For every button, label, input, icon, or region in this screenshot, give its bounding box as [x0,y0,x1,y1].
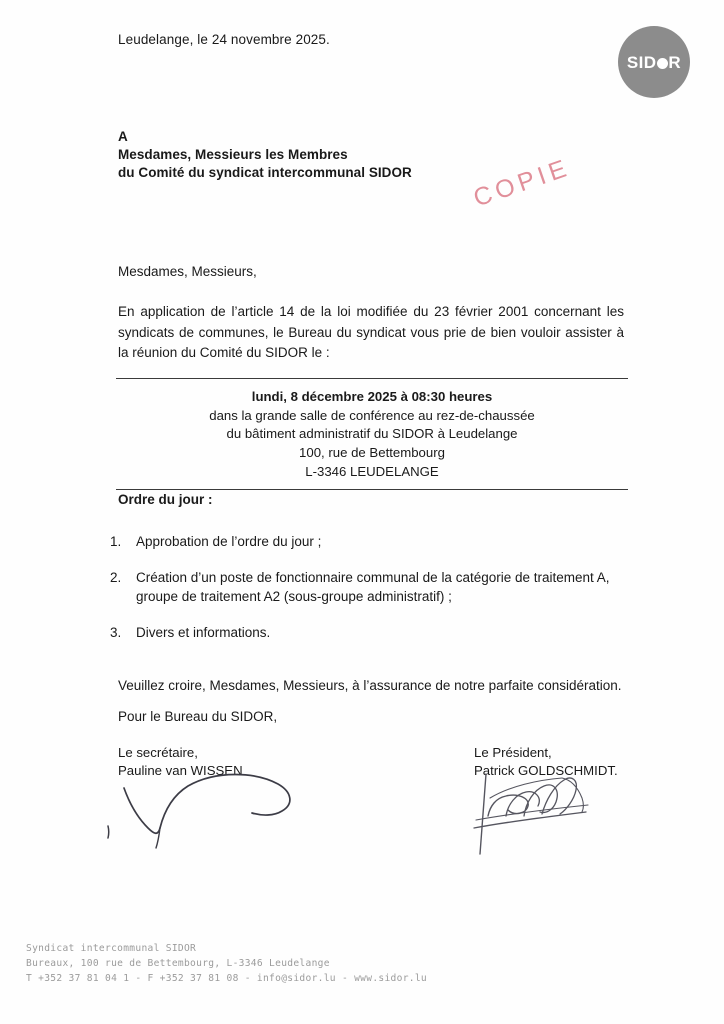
president-handwritten-signature [466,772,616,862]
president-name: Patrick GOLDSCHMIDT. [474,763,618,779]
agenda-list [106,532,626,658]
secretary-name: Pauline van WISSEN [118,763,243,779]
agenda-item-number: 3. [110,624,122,640]
agenda-item-number: 1. [110,534,122,549]
agenda-item-number: 2. [110,569,122,585]
secretary-signature-ink-icon [96,766,346,856]
sidor-logo [618,26,690,98]
meeting-building: du bâtiment administratif du SIDOR à Leudelange [226,426,518,442]
agenda-item [106,623,626,643]
agenda-item-text: Divers et informations. [136,624,271,640]
agenda-item-text: Approbation de l’ordre du jour ; [136,534,322,549]
footer-org: Syndicat intercommunal SIDOR [26,943,197,954]
meeting-room: dans la grande salle de conférence au rez-de-chaussée [209,407,535,423]
agenda-item [106,532,626,552]
salutation: Mesdames, Messieurs, [118,264,257,279]
addressee-line-2: Mesdames, Messieurs les Membres [118,146,348,162]
agenda-item-text: Création d’un poste de fonctionnaire communal de la catégorie de traitement A, groupe de traitement A2 (sous-groupe administratif) ; [136,569,610,605]
intro-paragraph: En application de l’article 14 de la loi modifiée du 23 février 2001 concernant les syndicats de communes, le Bureau du syndicat vous prie de bien vouloir assister à la réunion du Comité du SIDOR le : [118,304,624,361]
sidor-logo-dot-icon [657,58,668,69]
sidor-logo-text-before: SID [626,52,657,72]
meeting-city: L-3346 LEUDELANGE [305,463,439,479]
president-role: Le Président, [474,745,552,760]
addressee-line-1: A [118,129,128,144]
sidor-logo-text-after: R [668,52,682,72]
meeting-street: 100, rue de Bettembourg [299,445,445,461]
closing-line-2: Pour le Bureau du SIDOR, [118,709,278,724]
agenda-title: Ordre du jour : [118,492,213,507]
sidor-logo-text [627,54,681,71]
addressee-block [118,128,412,182]
footer-contact: T +352 37 81 04 1 - F +352 37 81 08 - info@sidor.lu - www.sidor.lu [26,972,428,984]
date-line: Leudelange, le 24 novembre 2025. [118,32,330,47]
addressee-line-3: du Comité du syndicat intercommunal SIDOR [118,164,412,180]
meeting-details-block [116,378,628,490]
president-signature-ink-icon [466,772,616,862]
secretary-role: Le secrétaire, [118,745,198,760]
footer-address: Bureaux, 100 rue de Bettembourg, L-3346 Leudelange [26,957,330,969]
meeting-datetime: lundi, 8 décembre 2025 à 08:30 heures [251,389,493,404]
closing-line-1: Veuillez croire, Mesdames, Messieurs, à l’assurance de notre parfaite considération. [118,678,622,693]
agenda-item [106,568,626,607]
copie-stamp: COPIE [470,153,574,213]
secretary-handwritten-signature [96,766,346,856]
footer-block [26,942,427,987]
